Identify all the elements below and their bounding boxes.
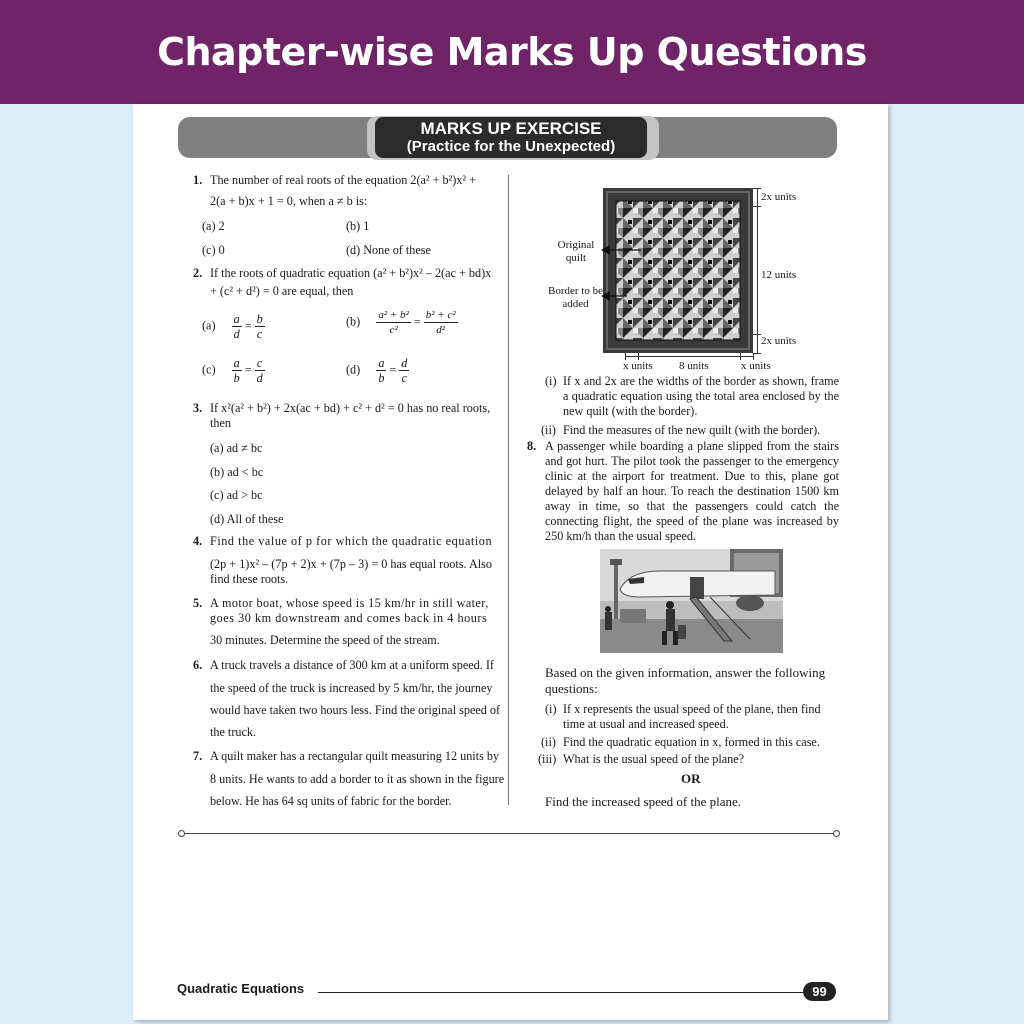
- quilt-figure: [603, 188, 753, 353]
- question-text: + (c² + d²) = 0 are equal, then: [210, 284, 354, 298]
- subpart-text: Find the measures of the new quilt (with the border).: [563, 423, 821, 437]
- denominator: d: [233, 327, 240, 341]
- question-number: 6.: [193, 658, 203, 672]
- denominator: d: [256, 371, 263, 385]
- numerator: a: [378, 356, 385, 370]
- dimension-tick: [638, 353, 639, 360]
- question-text: Based on the given information, answer the following questions:: [545, 665, 826, 696]
- subpart-label: (i): [545, 374, 557, 388]
- subpart-text: If x and 2x are the widths of the border as shown, frame a quadratic equation using the total area enclosed by the new quilt (with the border).: [563, 374, 839, 418]
- footer-chapter: Quadratic Equations: [177, 981, 305, 996]
- question-text: Find the increased speed of the plane.: [545, 794, 742, 809]
- label-border-to-add: Border to be added: [548, 285, 603, 310]
- page-number: 99: [803, 982, 836, 1001]
- numerator: b: [256, 312, 263, 326]
- question-text: then: [210, 416, 231, 430]
- plane-boarding-image: [600, 549, 783, 653]
- numerator: a: [233, 356, 240, 370]
- question-text: 30 minutes. Determine the speed of the stream.: [210, 633, 440, 647]
- dimension-tick: [753, 353, 754, 360]
- option-d: [346, 356, 409, 385]
- question-text: If x²(a² + b²) + 2x(ac + bd) + c² + d² = 0 has no real roots,: [210, 401, 491, 415]
- denominator: b: [378, 371, 385, 385]
- option-a: (a) 2: [202, 219, 225, 233]
- arrow-left-icon: [601, 244, 641, 256]
- bottom-rule: [181, 833, 837, 834]
- option-d: (d) None of these: [346, 243, 431, 257]
- subpart-label: (ii): [541, 735, 556, 749]
- option-label: (b): [346, 314, 361, 329]
- question-text: 2(a + b)x + 1 = 0, when a ≠ b is:: [210, 194, 368, 208]
- column-divider: [508, 175, 509, 805]
- option-b: (b) 1: [346, 219, 370, 233]
- numerator: a² + b²: [378, 309, 409, 321]
- option-c: (c) ad > bc: [210, 488, 263, 502]
- option-a: (a) ad ≠ bc: [210, 441, 263, 455]
- option-label: (d): [346, 362, 361, 377]
- option-b: (b) ad < bc: [210, 465, 264, 479]
- header-title: MARKS UP EXERCISE: [420, 119, 602, 138]
- question-text: below. He has 64 sq units of fabric for the border.: [210, 794, 452, 808]
- question-text: A passenger while boarding a plane slipped from the stairs and got hurt. The pilot took the passenger to the emergency clinic at the airport for treatment. Due to this, plane got delayed by half an hour. To reach the destination 1500 km away in time, so that the passengers could catch the connecting flight, the speed of the plane was increased by 250 km/h than the usual speed.: [545, 439, 839, 543]
- numerator: d: [401, 356, 408, 370]
- numerator: c: [255, 356, 265, 371]
- rule-end-dot: [178, 830, 185, 837]
- subpart-text: If x represents the usual speed of the plane, then find time at usual and increased speed.: [563, 702, 821, 731]
- subpart-label: (iii): [538, 752, 557, 766]
- equals: =: [244, 363, 252, 377]
- header-subtitle: (Practice for the Unexpected): [406, 138, 616, 155]
- subpart-text: What is the usual speed of the plane?: [563, 752, 745, 766]
- dimension-tick: [753, 188, 761, 189]
- subpart-label: (ii): [541, 423, 556, 437]
- option-b: [346, 308, 458, 337]
- header-badge: [375, 117, 647, 158]
- numerator: b² + c²: [425, 309, 456, 321]
- numerator: a: [233, 312, 240, 326]
- question-number: 4.: [193, 534, 203, 548]
- denominator: c: [401, 371, 408, 385]
- dim-top: 2x units: [761, 191, 797, 203]
- arrow-left-icon: [601, 290, 627, 302]
- textbook-page: [133, 104, 888, 1020]
- question-text: (2p + 1)x² – (7p + 2)x + (7p – 3) = 0 has equal roots. Also: [210, 557, 492, 571]
- option-label: (a): [202, 318, 216, 333]
- question-number: 8.: [527, 439, 537, 453]
- fraction: [255, 356, 265, 385]
- dimension-tick: [753, 353, 761, 354]
- dimension-tick: [625, 353, 626, 360]
- question-text: the speed of the truck is increased by 5 km/hr, the journey: [210, 681, 493, 695]
- question-number: 5.: [193, 596, 203, 610]
- question-number: 1.: [193, 173, 203, 187]
- equals: =: [413, 315, 421, 329]
- option-label: (c): [202, 362, 216, 377]
- question-text: A truck travels a distance of 300 km at a uniform speed. If: [210, 658, 494, 672]
- fraction: [376, 356, 386, 385]
- banner: [0, 0, 1024, 104]
- denominator: b: [233, 371, 240, 385]
- option-a: [202, 312, 265, 341]
- fraction: [424, 308, 458, 337]
- question-text: 8 units. He wants to add a border to it as shown in the figure: [210, 772, 505, 786]
- question-text: find these roots.: [210, 572, 289, 586]
- option-d: (d) All of these: [210, 512, 284, 526]
- equals: =: [389, 363, 397, 377]
- question-text: The number of real roots of the equation 2(a² + b²)x² +: [210, 173, 477, 187]
- fraction: [376, 308, 411, 337]
- or-separator: OR: [681, 771, 701, 786]
- rule-end-dot: [833, 830, 840, 837]
- dim-x-right: x units: [741, 360, 771, 372]
- question-text: A quilt maker has a rectangular quilt measuring 12 units by: [210, 749, 500, 763]
- question-text: would have taken two hours less. Find the original speed of: [210, 703, 501, 717]
- dimension-bracket: [757, 188, 758, 353]
- question-number: 2.: [193, 266, 203, 280]
- question-number: 3.: [193, 401, 203, 415]
- fraction: [232, 312, 242, 341]
- option-c: (c) 0: [202, 243, 225, 257]
- dimension-tick: [753, 206, 761, 207]
- dimension-tick: [740, 353, 741, 360]
- fraction: [399, 356, 409, 385]
- dim-bottom: 2x units: [761, 335, 797, 347]
- dimension-tick: [753, 334, 761, 335]
- question-text: A motor boat, whose speed is 15 km/hr in still water,: [210, 596, 489, 610]
- question-text: the truck.: [210, 725, 257, 739]
- banner-title: Chapter-wise Marks Up Questions: [157, 30, 867, 74]
- subpart-label: (i): [545, 702, 557, 716]
- dim-x-mid: 8 units: [679, 360, 709, 372]
- equals: =: [244, 319, 252, 333]
- dim-x-left: x units: [623, 360, 653, 372]
- denominator: d²: [436, 324, 446, 336]
- denominator: c: [256, 327, 263, 341]
- dim-middle: 12 units: [761, 269, 797, 281]
- footer-line: [318, 992, 803, 993]
- subpart-text: Find the quadratic equation in x, formed in this case.: [563, 735, 820, 749]
- question-text: Find the value of p for which the quadratic equation: [210, 534, 493, 548]
- fraction: [255, 312, 265, 341]
- fraction: [232, 356, 242, 385]
- question-text: If the roots of quadratic equation (a² + b²)x² – 2(ac + bd)x: [210, 266, 492, 280]
- question-text: goes 30 km downstream and comes back in 4 hours: [210, 611, 488, 625]
- option-c: [202, 356, 265, 385]
- dimension-line: [625, 356, 753, 357]
- label-original-quilt: Original quilt: [557, 239, 595, 264]
- question-number: 7.: [193, 749, 203, 763]
- denominator: c²: [389, 324, 398, 336]
